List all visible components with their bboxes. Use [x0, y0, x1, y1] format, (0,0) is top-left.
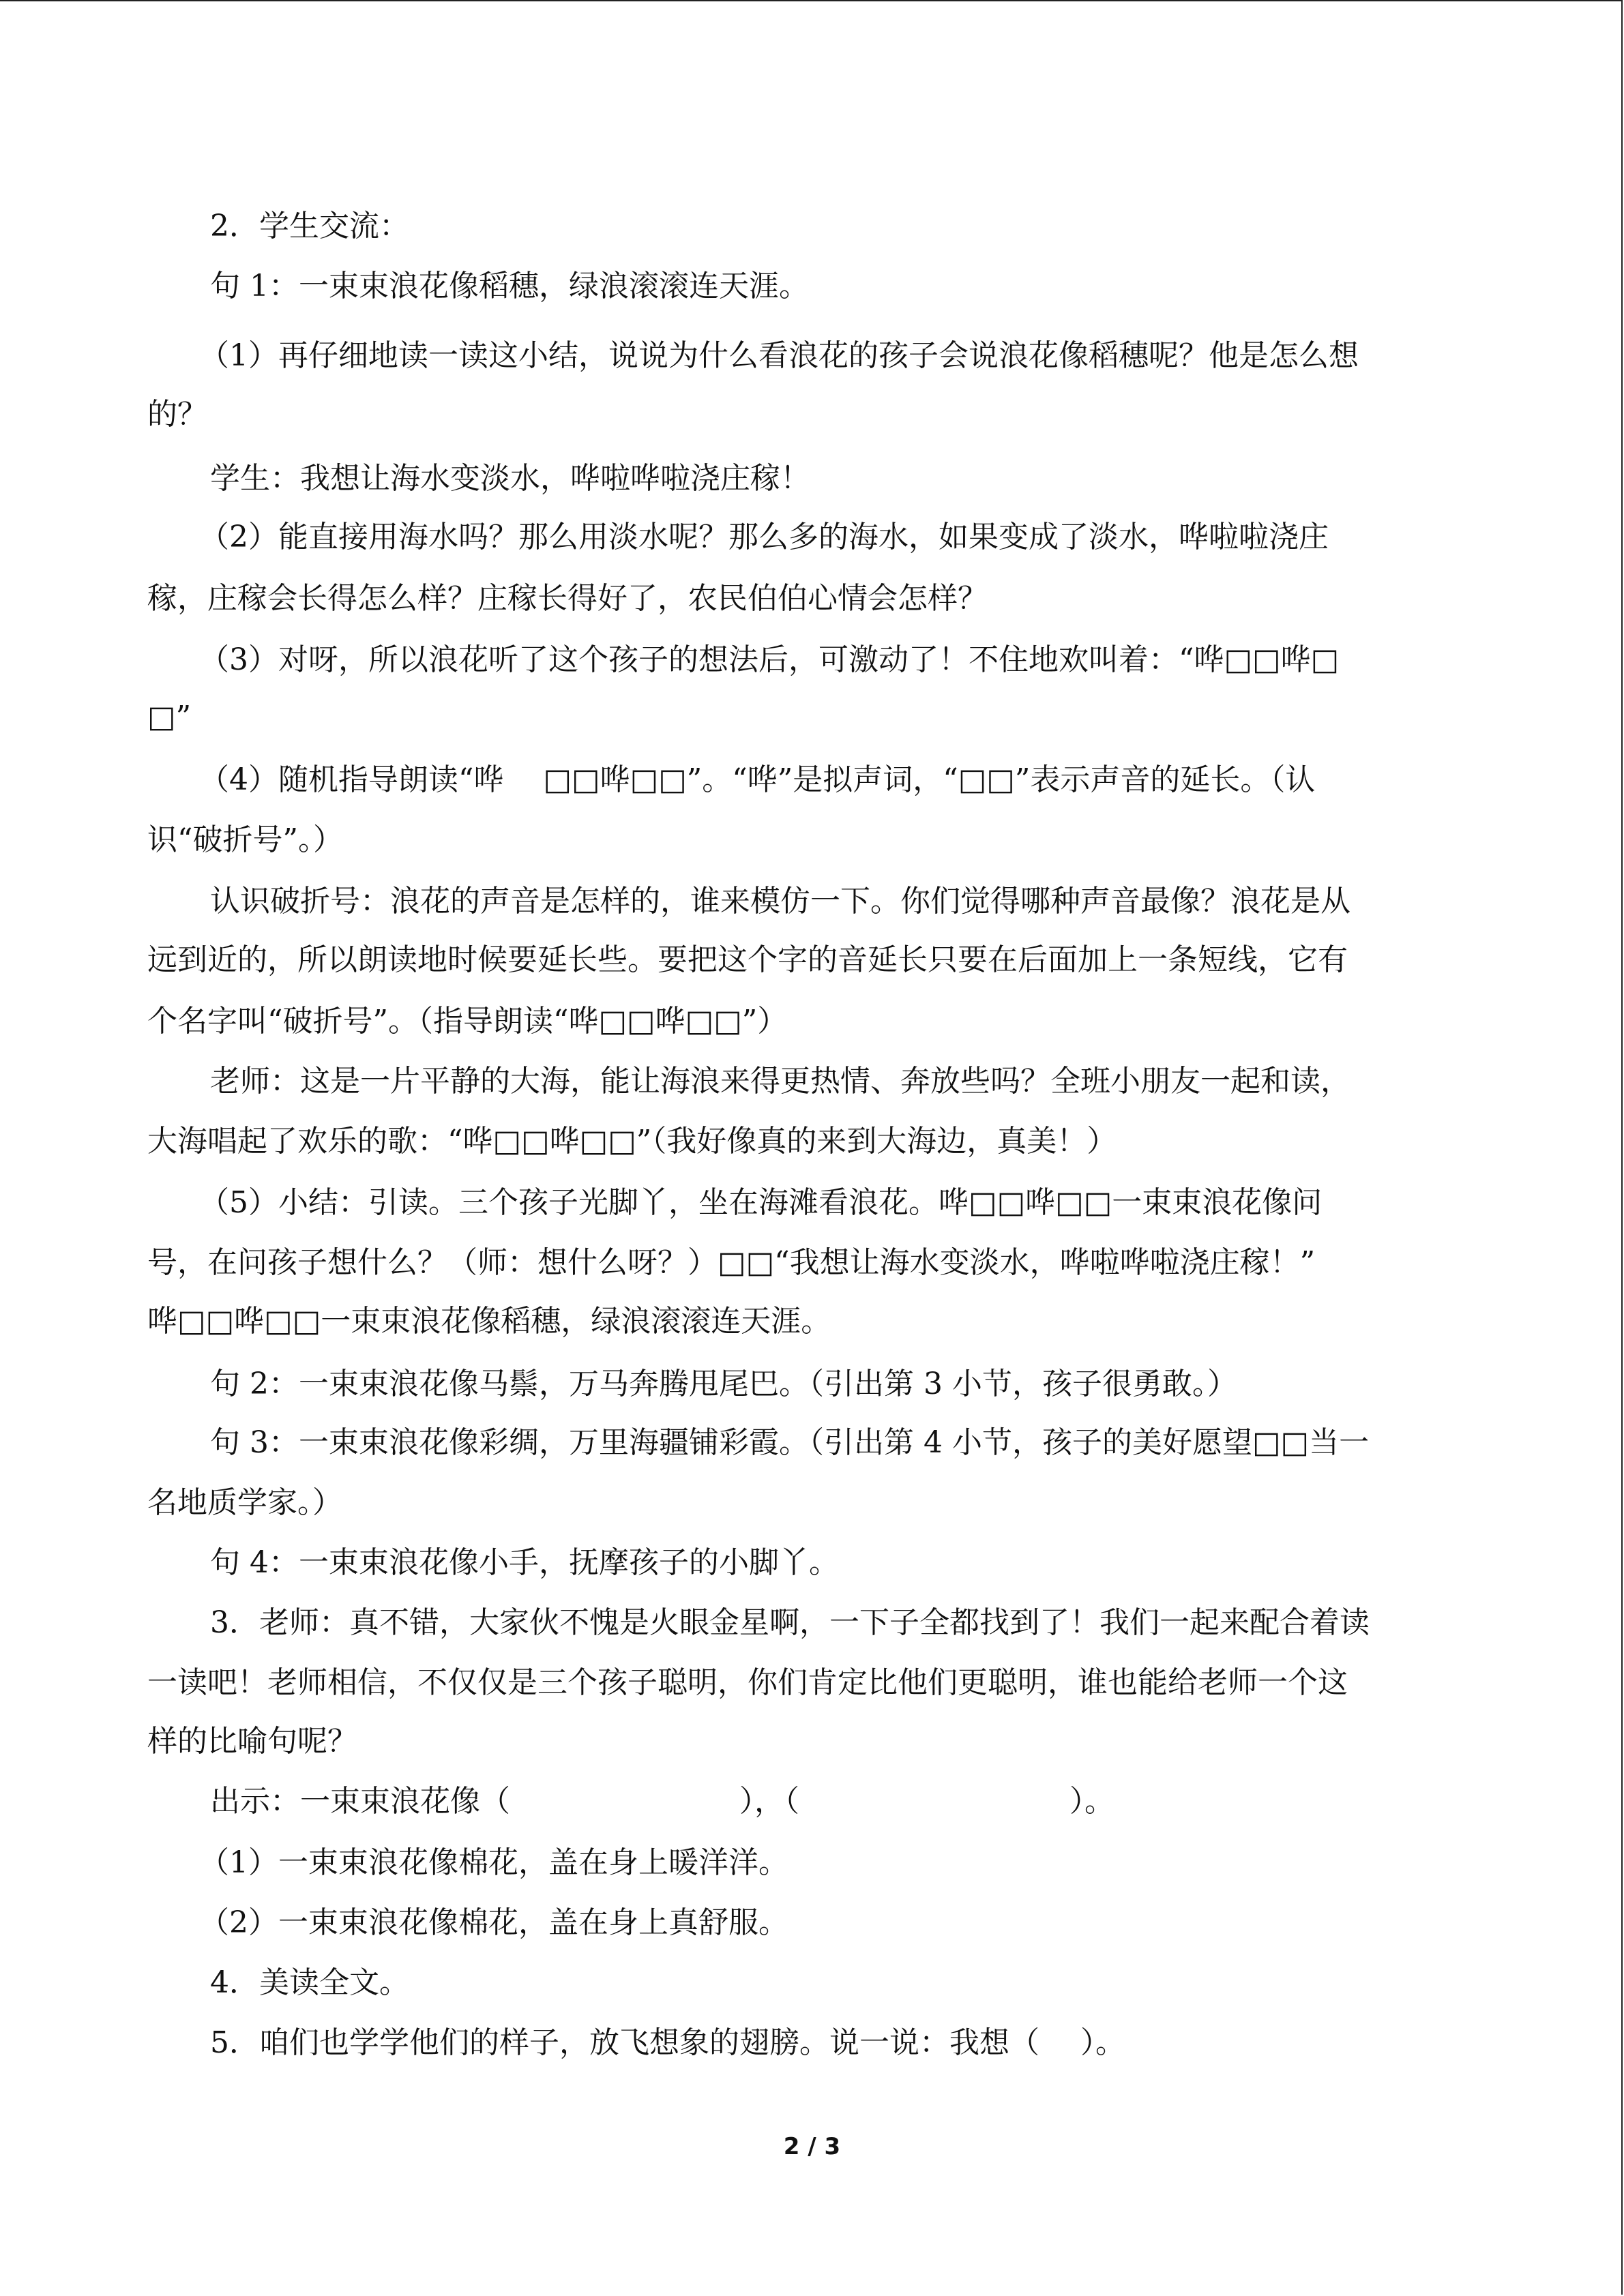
paragraph-line: 个名字叫“破折号”。（指导朗读“哗□□哗□□”） [147, 1004, 788, 1039]
paragraph-line: 识“破折号”。） [147, 822, 343, 857]
paragraph-line: 的？ [147, 397, 207, 432]
paragraph-line: 句 4：一束束浪花像小手，抚摩孩子的小脚丫。 [210, 1545, 839, 1580]
paragraph-line: （1）再仔细地读一读这小结，说说为什么看浪花的孩子会说浪花像稻穗呢？他是怎么想 [199, 338, 1359, 373]
prompt-prefix: 5．咱们也学学他们的样子，放飞想象的翅膀。说一说：我想（ [210, 2025, 1039, 2060]
paragraph-line: 远到近的，所以朗读地时候要延长些。要把这个字的音延长只要在后面加上一条短线，它有 [147, 942, 1348, 977]
example-line: （2）一束束浪花像棉花，盖在身上真舒服。 [199, 1905, 788, 1940]
paragraph-line: 大海唱起了欢乐的歌：“哗□□哗□□”（我好像真的来到大海边，真美！） [147, 1124, 1117, 1159]
paragraph-line: 名地质学家。） [147, 1485, 342, 1520]
paragraph-line: 2．学生交流： [210, 209, 409, 243]
paragraph-line: 句 2：一束束浪花像马鬃，万马奔腾甩尾巴。（引出第 3 小节，孩子很勇敢。） [210, 1367, 1237, 1401]
prompt-line [210, 2023, 1125, 2063]
paragraph-line: 一读吧！老师相信，不仅仅是三个孩子聪明，你们肯定比他们更聪明，谁也能给老师一个这 [147, 1665, 1348, 1700]
paragraph-line: 学生：我想让海水变淡水，哗啦哗啦浇庄稼！ [210, 461, 810, 496]
paragraph-line: 样的比喻句呢？ [147, 1724, 357, 1759]
paragraph-line: 3．老师：真不错，大家伙不愧是火眼金星啊，一下子全都找到了！我们一起来配合着读 [210, 1605, 1370, 1640]
paragraph-line: （4）随机指导朗读“哗 □□哗□□”。“哗”是拟声词，“□□”表示声音的延长。（认 [199, 762, 1316, 797]
page-number: 2 / 3 [783, 2133, 841, 2160]
paragraph-line: 句 1：一束束浪花像稻穗，绿浪滚滚连天涯。 [210, 269, 809, 303]
paragraph-line: （3）对呀，所以浪花听了这个孩子的想法后，可激动了！不住地欢叫着：“哗□□哗□ [199, 642, 1340, 677]
paragraph-line: 哗□□哗□□一束束浪花像稻穗，绿浪滚滚连天涯。 [147, 1304, 831, 1339]
prompt-suffix: ）。 [1080, 2025, 1125, 2060]
fill-blank-line [210, 1781, 1114, 1822]
paragraph-line: （2）能直接用海水吗？那么用淡水呢？那么多的海水，如果变成了淡水，哗啦啦浇庄 [199, 520, 1329, 554]
paragraph-line: □” [147, 700, 192, 734]
example-line: （1）一束束浪花像棉花，盖在身上暖洋洋。 [199, 1845, 788, 1880]
paragraph-line: 4．美读全文。 [210, 1965, 409, 2000]
paragraph-line: 认识破折号：浪花的声音是怎样的，谁来模仿一下。你们觉得哪种声音最像？浪花是从 [210, 884, 1350, 919]
paragraph-line: 老师：这是一片平静的大海，能让海浪来得更热情、奔放些吗？全班小朋友一起和读， [210, 1064, 1350, 1099]
paragraph-line: （5）小结：引读。三个孩子光脚丫，坐在海滩看浪花。哗□□哗□□一束束浪花像问 [199, 1185, 1323, 1220]
paragraph-line: 号，在问孩子想什么？（师：想什么呀？）□□“我想让海水变淡水，哗啦哗啦浇庄稼！” [147, 1245, 1316, 1280]
fill-line-suffix: ）。 [1069, 1784, 1114, 1819]
fill-line-prefix: 出示：一束束浪花像（ [210, 1784, 510, 1819]
fill-line-middle: ），（ [739, 1784, 799, 1819]
paragraph-line: 稼，庄稼会长得怎么样？庄稼长得好了，农民伯伯心情会怎样？ [147, 581, 988, 616]
paragraph-line: 句 3：一束束浪花像彩绸，万里海疆铺彩霞。（引出第 4 小节，孩子的美好愿望□□当一 [210, 1425, 1370, 1460]
